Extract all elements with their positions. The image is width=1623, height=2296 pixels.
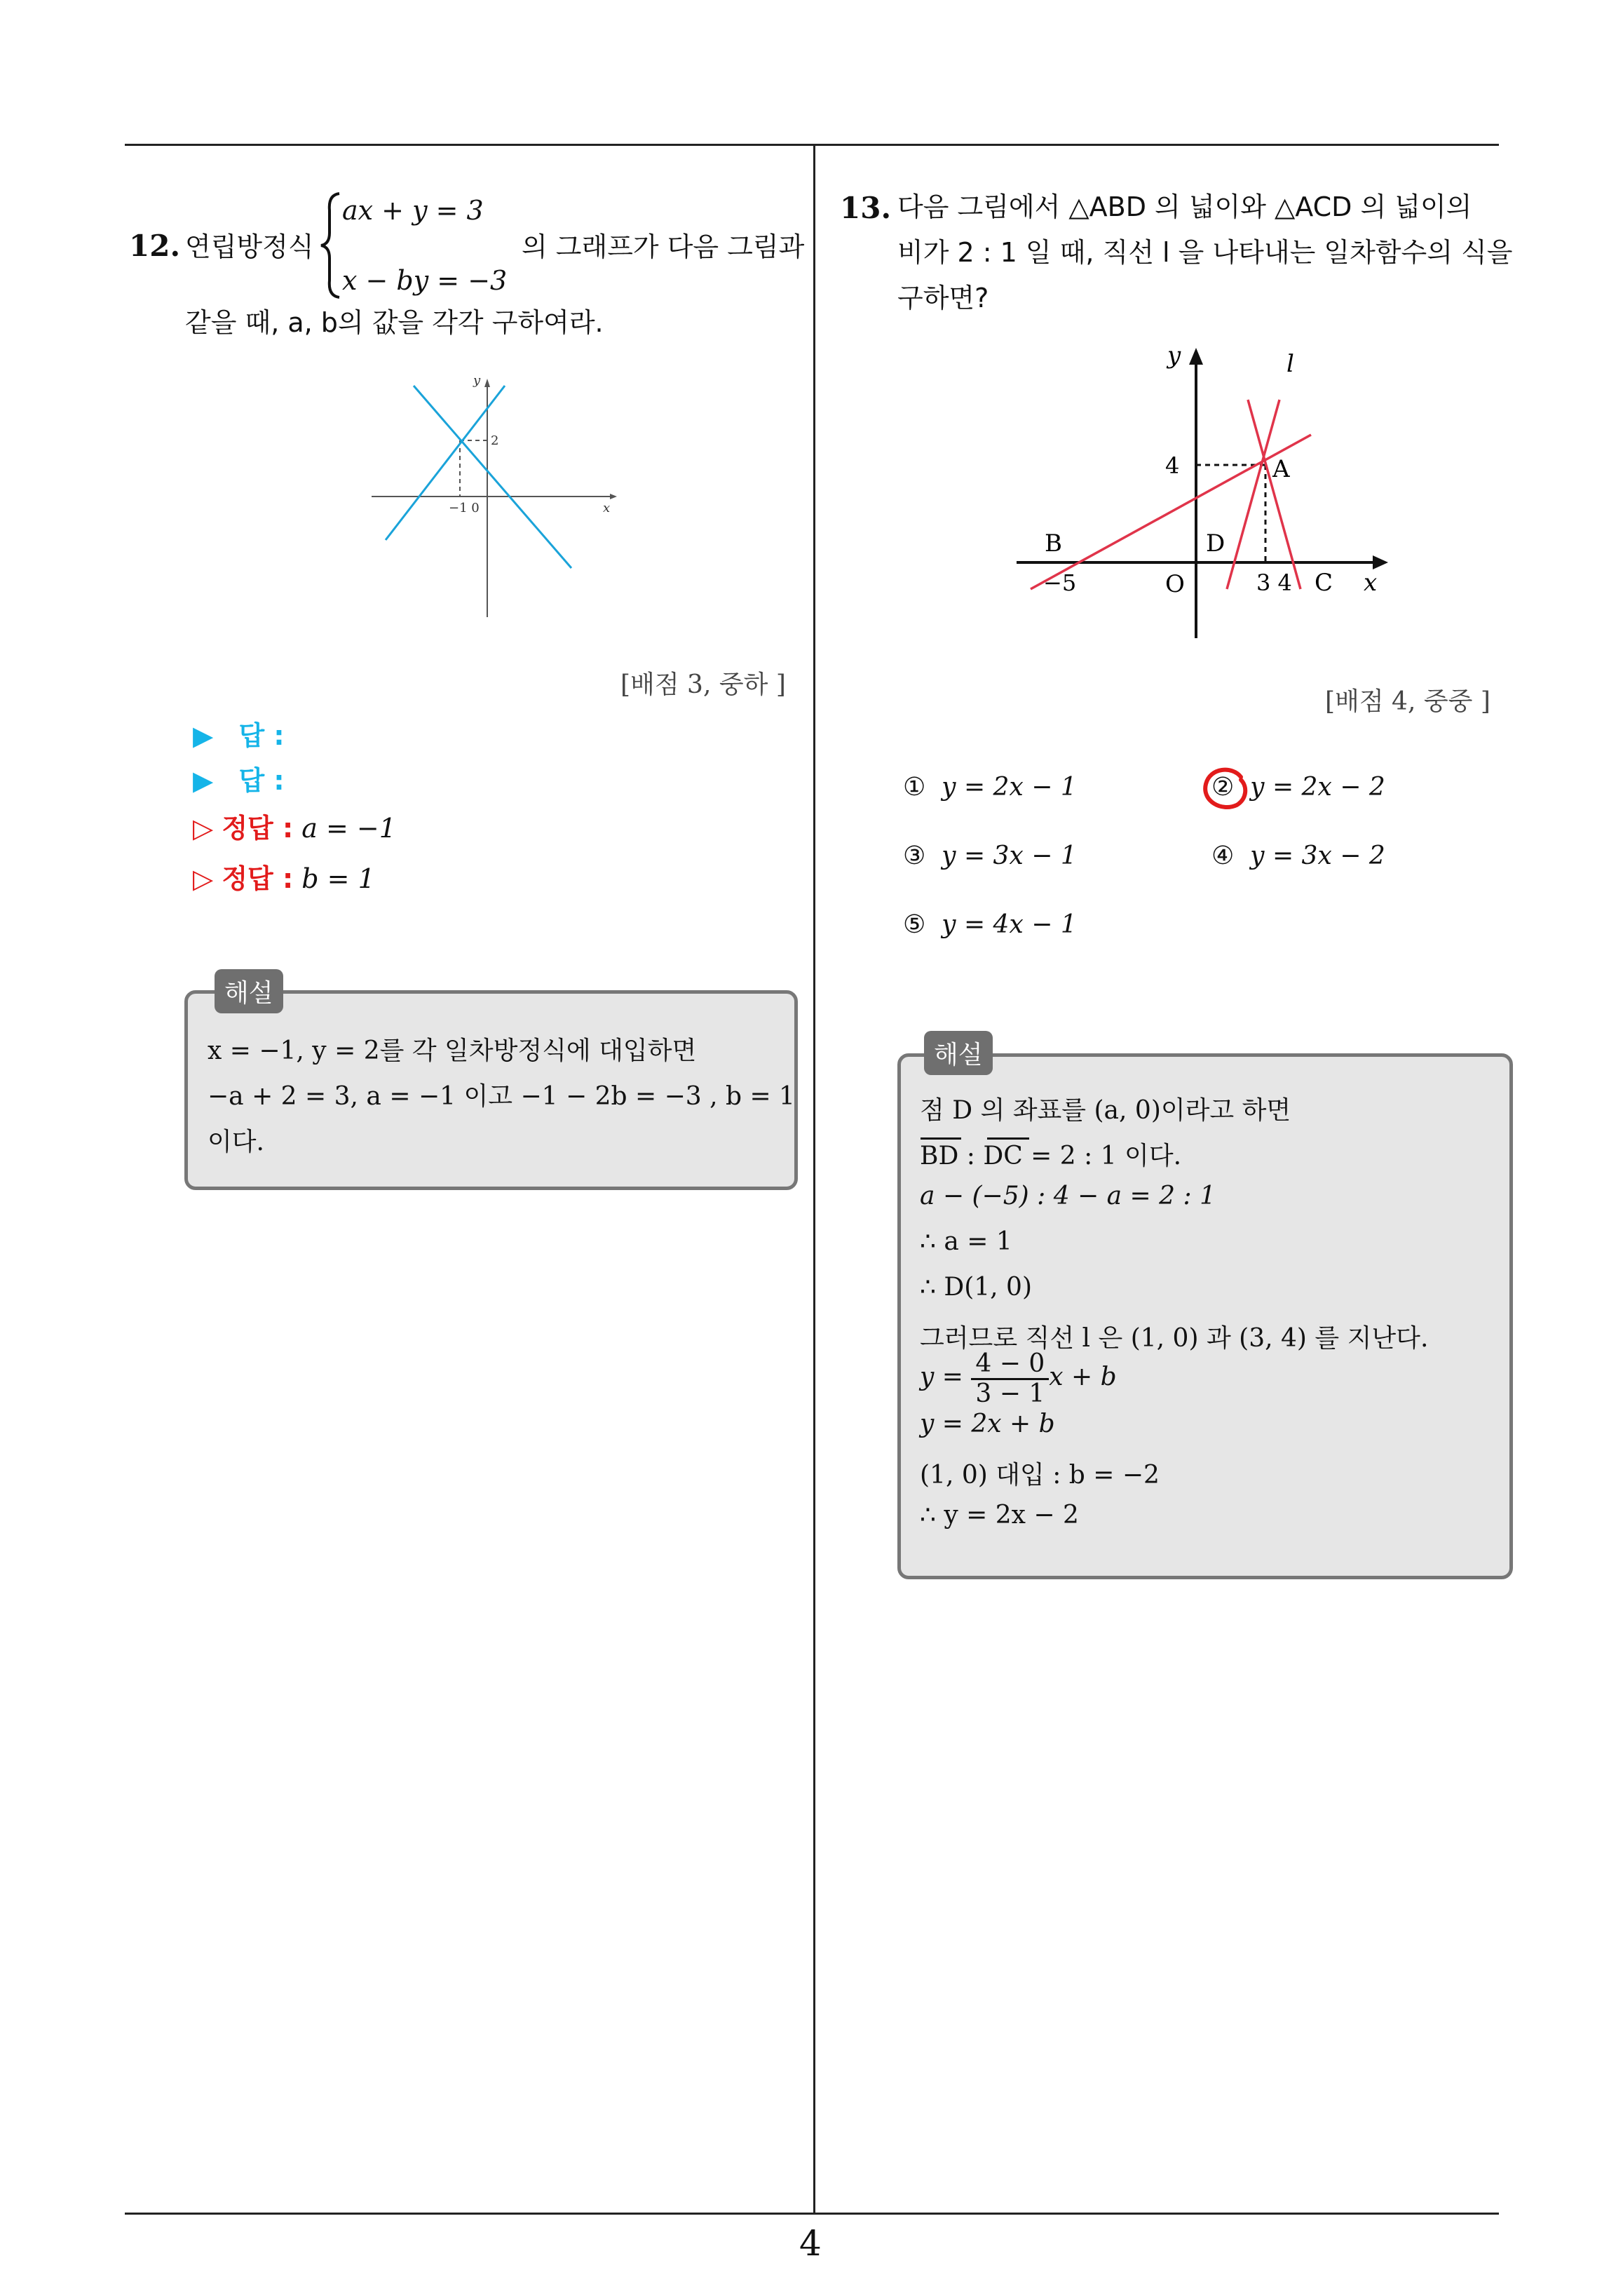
choice-mark: ③ <box>903 842 926 870</box>
fraction-numerator: 4 − 0 <box>971 1350 1049 1380</box>
system-eq-1: ax + y = 3 <box>342 195 484 226</box>
choice-text: y = 4x − 1 <box>942 910 1077 939</box>
question-intro: 연립방정식 <box>185 231 314 262</box>
q13-solution-line: y = 2x + b <box>920 1410 1055 1438</box>
bottom-rule <box>125 2213 1499 2215</box>
q12-solution-line: 이다. <box>208 1128 264 1156</box>
line-ax-plus-y <box>414 386 571 568</box>
correct-value-a: a = −1 <box>301 813 396 844</box>
play-icon: ▶ <box>193 720 214 751</box>
x-axis-arrow <box>610 494 617 499</box>
outline-play-icon: ▷ <box>193 863 214 894</box>
correct-label: 정답 : <box>222 813 294 844</box>
x-label: x <box>1364 569 1378 597</box>
answer-label: 답 : <box>238 765 285 796</box>
point-B: B <box>1045 529 1062 558</box>
correct-circle-icon <box>1197 763 1254 816</box>
q12-solution-line: −a + 2 = 3, a = −1 이고 −1 − 2b = −3 , b = 1 <box>208 1082 795 1111</box>
choice-4[interactable] <box>1211 842 1385 870</box>
fraction-lhs: y = <box>920 1363 972 1392</box>
q12-graph <box>365 372 624 624</box>
choice-mark: ⑤ <box>903 910 926 939</box>
q13-solution-line: (1, 0) 대입 : b = −2 <box>920 1461 1160 1490</box>
q13-solution-fraction-line <box>920 1350 1117 1407</box>
tick-x-labels: −1 0 <box>449 501 480 515</box>
x-axis-arrow <box>1373 555 1388 569</box>
choice-text: y = 2x − 1 <box>942 773 1077 802</box>
q13-score: [배점 4, 중중 ] <box>1325 687 1490 716</box>
question-number: 13. <box>840 191 892 225</box>
question-line-2: 같을 때, a, b의 값을 각각 구하여라. <box>185 307 604 338</box>
fraction <box>971 1350 1049 1407</box>
q13-solution-line: ∴ D(1, 0) <box>920 1273 1032 1302</box>
choice-mark: ④ <box>1211 842 1235 870</box>
q12-score: [배점 3, 중하 ] <box>620 670 786 699</box>
q12-solution-line: x = −1, y = 2를 각 일차방정식에 대입하면 <box>208 1036 697 1065</box>
column-divider <box>813 145 815 2213</box>
q13-solution-line: ∴ y = 2x − 2 <box>920 1501 1079 1529</box>
q13-solution-line: 점 D 의 좌표를 (a, 0)이라고 하면 <box>920 1096 1291 1125</box>
top-rule <box>125 144 1499 146</box>
question-line-1: 다음 그림에서 △ABD 의 넓이와 △ACD 의 넓이의 <box>897 191 1472 222</box>
correct-row-2 <box>193 857 375 896</box>
outline-play-icon: ▷ <box>193 813 214 844</box>
q12-solution-tab: 해설 <box>215 969 283 1013</box>
correct-label: 정답 : <box>222 863 294 894</box>
q13-solution-tab: 해설 <box>924 1031 993 1075</box>
y-label: y <box>473 373 481 388</box>
system-eq-2: x − by = −3 <box>342 265 508 296</box>
tick-y-2: 2 <box>491 433 499 448</box>
q13-graph <box>1010 337 1402 645</box>
line-l <box>1227 400 1279 589</box>
question-line-3: 구하면? <box>897 283 989 313</box>
overline-BD <box>921 1137 961 1140</box>
y-axis-arrow <box>484 379 490 387</box>
fraction-denominator: 3 − 1 <box>975 1379 1045 1408</box>
choice-text: y = 2x − 2 <box>1250 773 1385 802</box>
l-label: l <box>1286 350 1294 378</box>
line-AC <box>1248 400 1301 589</box>
overline-DC <box>987 1137 1029 1140</box>
tick-minus-5: −5 <box>1043 569 1077 596</box>
choice-text: y = 3x − 2 <box>1250 842 1385 870</box>
question-line-2: 비가 2 : 1 일 때, 직선 l 을 나타내는 일차함수의 식을 <box>897 237 1513 268</box>
correct-value-b: b = 1 <box>301 863 375 894</box>
point-D: D <box>1206 529 1225 558</box>
question-number: 12. <box>129 229 181 263</box>
correct-row-1 <box>193 806 396 845</box>
page-number: 4 <box>799 2223 822 2264</box>
tick-3-4: 3 4 <box>1256 569 1292 596</box>
y-axis-arrow <box>1189 348 1203 365</box>
question-after-system: 의 그래프가 다음 그림과 <box>522 231 805 262</box>
answer-label: 답 : <box>238 720 285 751</box>
q13-solution-line: ∴ a = 1 <box>920 1227 1012 1256</box>
origin-O: O <box>1165 570 1185 598</box>
choice-mark: ② <box>1211 773 1235 802</box>
x-label: x <box>603 501 611 515</box>
q13-solution-line: 그러므로 직선 l 은 (1, 0) 과 (3, 4) 를 지난다. <box>920 1324 1429 1353</box>
play-icon: ▶ <box>193 765 214 796</box>
choice-text: y = 3x − 1 <box>942 842 1077 870</box>
choice-5[interactable] <box>903 910 1077 939</box>
q13-solution-line: a − (−5) : 4 − a = 2 : 1 <box>920 1182 1216 1210</box>
y-label: y <box>1167 342 1181 370</box>
point-A: A <box>1272 455 1290 483</box>
choice-1[interactable] <box>903 773 1077 802</box>
tick-4: 4 <box>1165 452 1180 479</box>
choice-3[interactable] <box>903 842 1077 870</box>
q13-solution-line: BD : DC = 2 : 1 이다. <box>920 1142 1182 1170</box>
fraction-rhs: x + b <box>1049 1363 1117 1392</box>
answer-row-1 <box>193 714 285 752</box>
point-C: C <box>1315 569 1333 597</box>
answer-row-2 <box>193 759 285 797</box>
choice-mark: ① <box>903 773 926 802</box>
